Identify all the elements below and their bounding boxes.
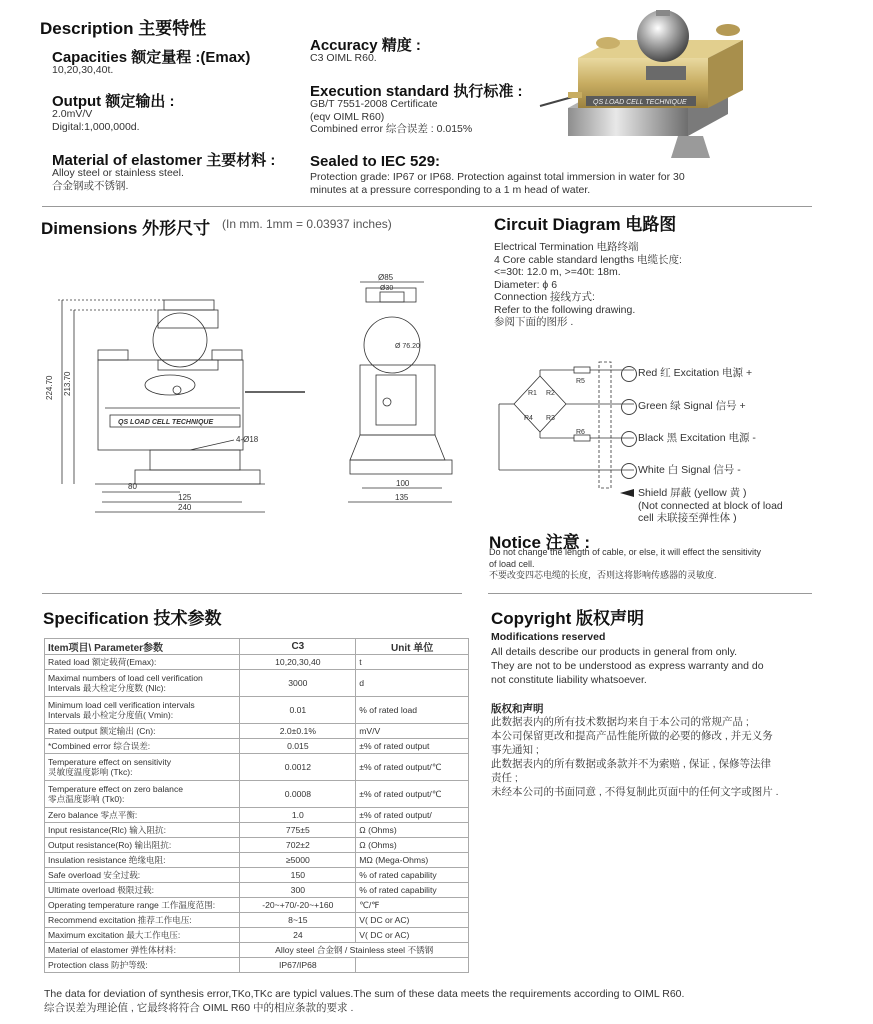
notice-text: Do not change the length of cable, or else, it will effect the sensitivity of load cell. 不要改变四芯电缆的长度，否则这将影响传感器的灵敏度. (489, 547, 761, 580)
spec-row (45, 697, 469, 724)
spec-row (45, 670, 469, 697)
spec-value: 0.0012 (240, 754, 356, 781)
resistor-r2: R2 (546, 390, 555, 397)
dim-holes: 4-Ø18 (236, 435, 259, 444)
footnote: The data for deviation of synthesis error,TKo,TKc are typicl values.The sum of these data meets the requirements according to OIML R60. 综合误差为理论值 , 它最终将符合 OIML R60 中的相应条款的要求 . (44, 988, 685, 1014)
dim-100: 100 (396, 479, 410, 488)
spec-value: 24 (240, 928, 356, 943)
spec-value: 0.015 (240, 739, 356, 754)
spec-row (45, 943, 469, 958)
spec-param: *Combined error 综合误差: (45, 739, 240, 754)
spec-header-c3: C3 (240, 639, 356, 655)
load-cell-photo (538, 8, 760, 158)
spec-row (45, 928, 469, 943)
spec-unit: V( DC or AC) (356, 913, 469, 928)
spec-row (45, 898, 469, 913)
capacities-value: 10,20,30,40t. (52, 64, 114, 76)
copyright-cn: 此数据表内的所有技术数据均来自于本公司的常规产品 ; 本公司保留更改和提高产品性能所做的必要的修改 , 并无义务 事先通知 ; 此数据表内的所有数据或条款并不为索赔 , 保证 , 保修等法律 责任 ; 未经本公司的书面同意 , 不得复制此页面中的任何文字或图片 . (491, 716, 779, 798)
spec-value: IP67/IP68 (240, 958, 356, 973)
specification-title: Specification 技术参数 (43, 609, 222, 628)
dim-224: 224.70 (45, 375, 54, 400)
resistor-r5: R5 (576, 378, 585, 385)
resistor-r1: R1 (528, 390, 537, 397)
dim-125: 125 (178, 493, 192, 502)
notice-title: Notice 注意 : (489, 533, 591, 552)
output-value: 2.0mV/V Digital:1,000,000d. (52, 108, 140, 133)
spec-unit: d (356, 670, 469, 697)
terminal-icon (621, 431, 637, 447)
spec-unit: ±% of rated output/ (356, 808, 469, 823)
spec-param: Temperature effect on sensitivity 灵敏度温度影响 (Tkc): (45, 754, 240, 781)
spec-param: Operating temperature range 工作温度范围: (45, 898, 240, 913)
spec-value: 702±2 (240, 838, 356, 853)
spec-unit: % of rated capability (356, 868, 469, 883)
output-heading: Output 额定输出 : (52, 93, 175, 110)
spec-param: Maximal numbers of load cell verification Intervals 最大检定分度数 (Nlc): (45, 670, 240, 697)
accuracy-value: C3 OIML R60. (310, 52, 377, 64)
spec-value: ≥5000 (240, 853, 356, 868)
terminal-icon (621, 399, 637, 415)
spec-param: Maximum excitation 最大工作电压: (45, 928, 240, 943)
capacities-heading: Capacities 额定量程 :(Emax) (52, 49, 251, 66)
spec-value: 10,20,30,40 (240, 655, 356, 670)
shield-note: Shield 屏蔽 (yellow 黄 ) (Not connected at block of load cell 未联接至弹性体 ) (638, 487, 783, 524)
spec-param: Rated output 额定输出 (Cn): (45, 724, 240, 739)
copyright-sub: Modifications reserved (491, 631, 606, 643)
execution-heading: Execution standard 执行标准 : (310, 83, 523, 100)
dim-d85: Ø85 (378, 273, 394, 282)
spec-param: Insulation resistance 绝缘电阻: (45, 853, 240, 868)
spec-unit: MΩ (Mega-Ohms) (356, 853, 469, 868)
spec-value: 2.0±0.1% (240, 724, 356, 739)
spec-value: 3000 (240, 670, 356, 697)
specification-table (44, 638, 469, 973)
spec-param: Zero balance 零点平衡: (45, 808, 240, 823)
spec-param: Recommend excitation 推荐工作电压: (45, 913, 240, 928)
bridge-circuit (494, 360, 634, 490)
spec-param: Output resistance(Ro) 输出阻抗: (45, 838, 240, 853)
spec-value: 0.0008 (240, 781, 356, 808)
wire-black: Black 黑 Excitation 电源 - (638, 432, 756, 444)
dimensions-title: Dimensions 外形尺寸 (41, 219, 211, 238)
dim-135: 135 (395, 493, 409, 502)
spec-unit: Ω (Ohms) (356, 823, 469, 838)
spec-param: Rated load 额定载荷(Emax): (45, 655, 240, 670)
spec-row (45, 853, 469, 868)
material-value: Alloy steel or stainless steel. 合金钢或不锈钢. (52, 167, 184, 192)
circuit-title: Circuit Diagram 电路图 (494, 215, 677, 234)
terminal-icon (621, 366, 637, 382)
spec-param: Input resistance(Rlc) 输入阻抗: (45, 823, 240, 838)
dim-80: 80 (128, 482, 137, 491)
description-title: Description 主要特性 (40, 19, 207, 38)
dimension-drawing (40, 270, 460, 520)
plate-label: QS LOAD CELL TECHNIQUE (118, 419, 214, 426)
spec-row (45, 754, 469, 781)
spec-row (45, 958, 469, 973)
resistor-r3: R3 (546, 415, 555, 422)
circuit-info: Electrical Termination 电路终端 4 Core cable standard lengths 电缆长度: <=30t: 12.0 m, >=40t: 18m. Diameter: ϕ 6 Connection 接线方式: Refer to the following drawing. 参阅下面的图形 . (494, 241, 682, 328)
spec-row (45, 883, 469, 898)
spec-param: Material of elastomer 弹性体材料: (45, 943, 240, 958)
wire-green: Green 绿 Signal 信号 + (638, 400, 746, 412)
material-heading: Material of elastomer 主要材料 : (52, 152, 276, 169)
spec-value: 0.01 (240, 697, 356, 724)
spec-unit: V( DC or AC) (356, 928, 469, 943)
terminal-icon (621, 463, 637, 479)
spec-row (45, 823, 469, 838)
spec-header-unit: Unit 单位 (356, 639, 469, 655)
wire-red: Red 红 Excitation 电源 + (638, 367, 753, 379)
spec-row (45, 724, 469, 739)
spec-row (45, 739, 469, 754)
spec-unit: t (356, 655, 469, 670)
spec-param: Minimum load cell verification intervals Intervals 最小检定分度值( Vmin): (45, 697, 240, 724)
dim-240: 240 (178, 503, 192, 512)
resistor-r4: R4 (524, 415, 533, 422)
spec-unit: ±% of rated output/℃ (356, 754, 469, 781)
shield-arrow-icon (620, 489, 634, 497)
spec-row (45, 808, 469, 823)
spec-value: 775±5 (240, 823, 356, 838)
copyright-en: All details describe our products in general from only. They are not to be understood as express warranty and do not constitute liability whatsoever. (491, 646, 764, 686)
spec-unit: ℃/℉ (356, 898, 469, 913)
spec-row (45, 838, 469, 853)
spec-unit: ±% of rated output/℃ (356, 781, 469, 808)
dim-d30: Ø30 (380, 285, 394, 292)
copyright-title: Copyright 版权声明 (491, 609, 644, 628)
spec-row (45, 655, 469, 670)
spec-param: Ultimate overload 极限过载: (45, 883, 240, 898)
spec-unit: % of rated capability (356, 883, 469, 898)
spec-row (45, 913, 469, 928)
photo-label: QS LOAD CELL TECHNIQUE (593, 99, 687, 106)
spec-value: 1.0 (240, 808, 356, 823)
dim-r76: Ø 76.20 (395, 343, 420, 350)
spec-param: Temperature effect on zero balance 零点温度影响 (Tk0): (45, 781, 240, 808)
spec-unit: Ω (Ohms) (356, 838, 469, 853)
dim-213: 213.70 (63, 371, 72, 396)
spec-value: Alloy steel 合金钢 / Stainless steel 不锈钢 (240, 943, 469, 958)
spec-value: -20~+70/-20~+160 (240, 898, 356, 913)
sealed-value: Protection grade: IP67 or IP68. Protection against total immersion in water for 30 minutes at a pressure corresponding to a 1 m head of water. (310, 171, 685, 196)
sealed-heading: Sealed to IEC 529: (310, 153, 441, 170)
spec-value: 8~15 (240, 913, 356, 928)
execution-value: GB/T 7551-2008 Certificate (eqv OIML R60) Combined error 综合误差 : 0.015% (310, 98, 473, 135)
resistor-r6: R6 (576, 429, 585, 436)
spec-unit: % of rated load (356, 697, 469, 724)
spec-param: Safe overload 安全过载: (45, 868, 240, 883)
spec-value: 300 (240, 883, 356, 898)
spec-row (45, 868, 469, 883)
spec-unit: mV/V (356, 724, 469, 739)
dimensions-unit-note: (In mm. 1mm = 0.03937 inches) (222, 217, 392, 231)
spec-row (45, 781, 469, 808)
spec-unit: ±% of rated output (356, 739, 469, 754)
spec-header-item: Item项目\ Parameter参数 (45, 639, 240, 655)
spec-value: 150 (240, 868, 356, 883)
spec-unit (356, 958, 469, 973)
wire-white: White 白 Signal 信号 - (638, 464, 741, 476)
accuracy-heading: Accuracy 精度 : (310, 37, 421, 54)
spec-param: Protection class 防护等级: (45, 958, 240, 973)
copyright-cn-title: 版权和声明 (491, 703, 544, 715)
